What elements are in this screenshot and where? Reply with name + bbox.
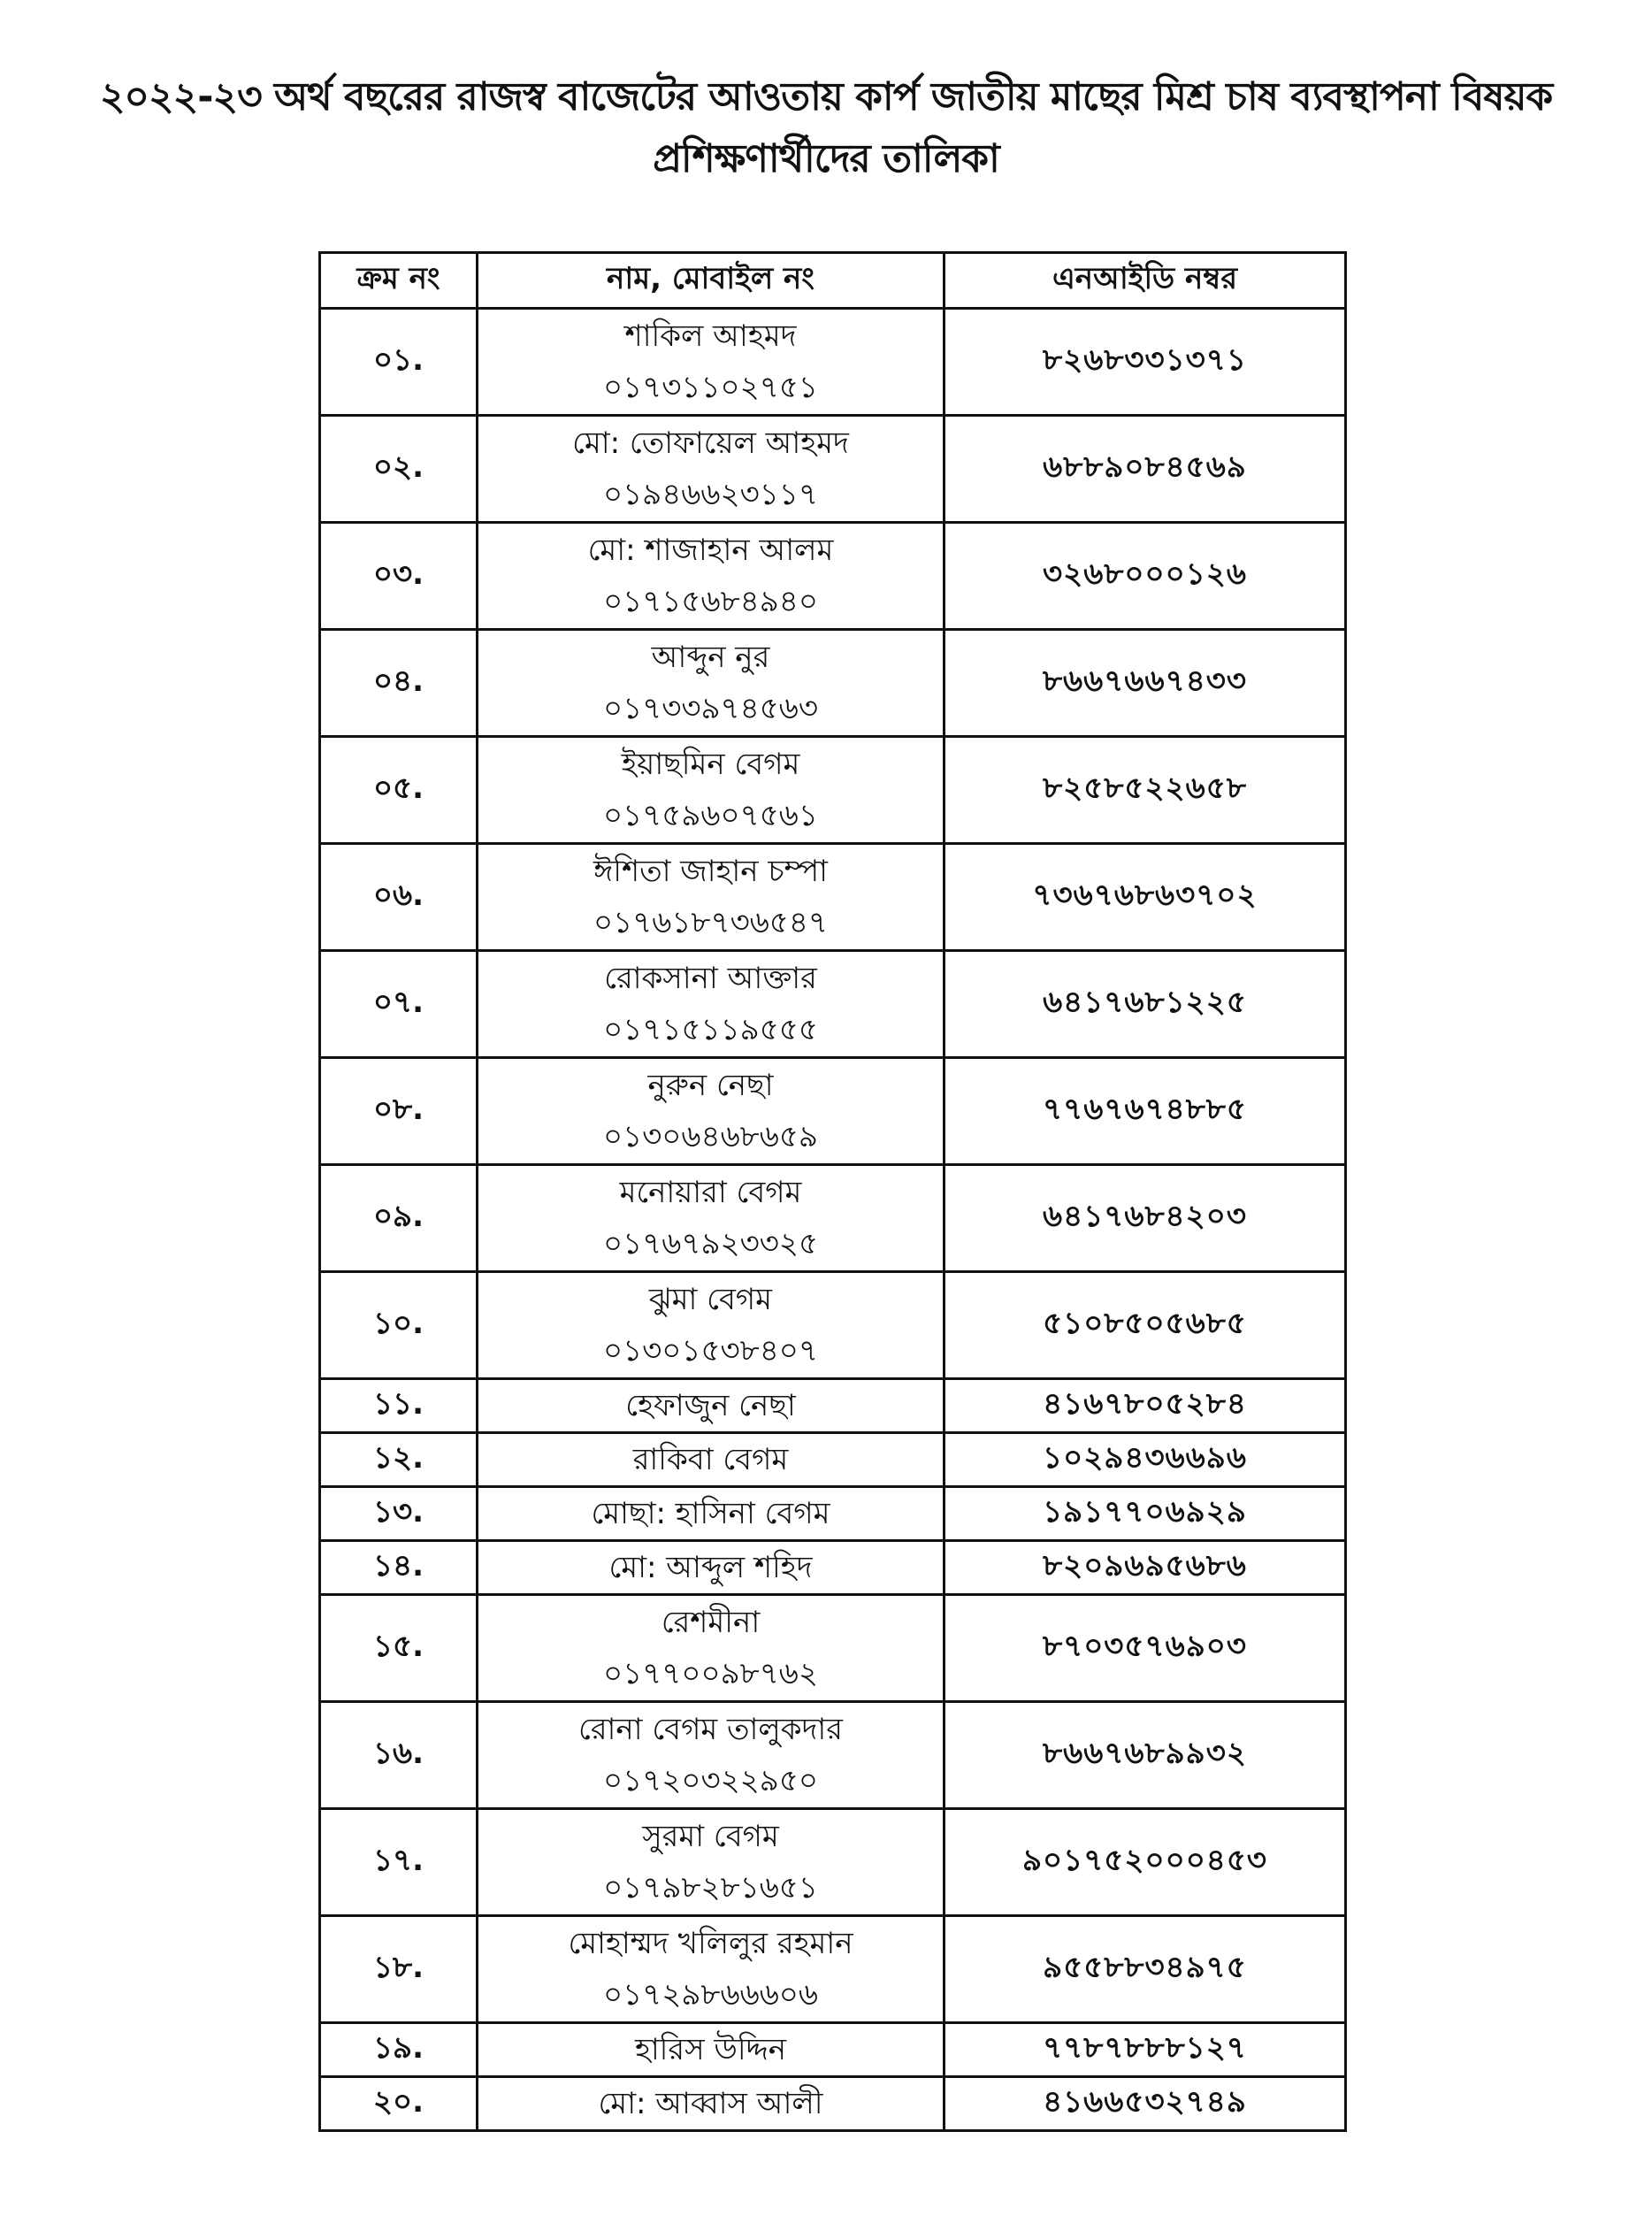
serial-cell: ১১. — [320, 1379, 478, 1433]
name-mobile-cell — [478, 2077, 945, 2131]
nid-cell: ৮৬৬৭৬৬৭৪৩৩ — [945, 630, 1346, 737]
trainee-name: মোহাম্মদ খলিলুর রহমান — [568, 1926, 853, 1961]
name-mobile-cell — [478, 1541, 945, 1595]
name-mobile-cell — [478, 1702, 945, 1809]
table-body — [320, 309, 1346, 2131]
trainee-name: নুরুন নেছা — [647, 1068, 774, 1103]
name-mobile-cell — [478, 1595, 945, 1702]
header-serial: ক্রম নং — [320, 253, 478, 309]
mobile-number: ০১৭২৯৮৬৬৬০৬ — [602, 1977, 819, 2013]
trainee-name: শাকিল আহমদ — [624, 318, 797, 354]
serial-cell: ০৯. — [320, 1165, 478, 1272]
nid-cell: ৮২৬৮৩৩১৩৭১ — [945, 309, 1346, 416]
serial-cell: ১৮. — [320, 1916, 478, 2023]
nid-cell: ৪১৬৬৫৩২৭৪৯ — [945, 2077, 1346, 2131]
nid-cell: ৭৭৮৭৮৮৮১২৭ — [945, 2023, 1346, 2077]
trainee-name: মোছা: হাসিনা বেগম — [591, 1496, 830, 1531]
table-row — [320, 2023, 1346, 2077]
nid-cell: ৮৬৬৭৬৮৯৯৩২ — [945, 1702, 1346, 1809]
trainee-table — [318, 251, 1347, 2132]
trainee-name: মো: তোফায়েল আহমদ — [572, 426, 849, 461]
name-mobile-cell — [478, 1165, 945, 1272]
trainee-name: রোকসানা আক্তার — [604, 961, 817, 996]
serial-cell: ০৫. — [320, 737, 478, 844]
serial-cell: ১৯. — [320, 2023, 478, 2077]
nid-cell: ৮২০৯৬৯৫৬৮৬ — [945, 1541, 1346, 1595]
table-row — [320, 1595, 1346, 1702]
nid-cell: ৮৭০৩৫৭৬৯০৩ — [945, 1595, 1346, 1702]
nid-cell: ৬৮৮৯০৮৪৫৬৯ — [945, 416, 1346, 523]
trainee-name: রাকিবা বেগম — [632, 1442, 789, 1477]
trainee-name: মো: আব্দুল শহিদ — [608, 1550, 813, 1585]
title-line-2: প্রশিক্ষণার্থীদের তালিকা — [653, 136, 999, 181]
table-row — [320, 951, 1346, 1058]
serial-cell: ০১. — [320, 309, 478, 416]
mobile-number: ০১৩০৬৪৬৮৬৫৯ — [603, 1119, 818, 1154]
title-line-1: ২০২২-২৩ অর্থ বছরের রাজস্ব বাজেটের আওতায় কার্প জাতীয় মাছের মিশ্র চাষ ব্যবস্থাপনা বিষয়ক — [99, 74, 1553, 119]
mobile-number: ০১৭৬৭৯২৩৩২৫ — [602, 1226, 819, 1261]
name-mobile-cell — [478, 1379, 945, 1433]
serial-cell: ২০. — [320, 2077, 478, 2131]
mobile-number: ০১৭১৫৬৮৪৯৪০ — [603, 584, 818, 619]
serial-cell: ১০. — [320, 1272, 478, 1379]
table-row — [320, 1916, 1346, 2023]
table-row — [320, 1433, 1346, 1487]
serial-cell: ১৭. — [320, 1809, 478, 1916]
trainee-name: মো: শাজাহান আলম — [587, 533, 834, 568]
name-mobile-cell — [478, 416, 945, 523]
table-row — [320, 2077, 1346, 2131]
table-row — [320, 1487, 1346, 1541]
trainee-name: ঈশিতা জাহান চম্পা — [593, 854, 828, 889]
mobile-number: ০১৭২০৩২২৯৫০ — [602, 1763, 819, 1798]
trainee-name: হারিস উদ্দিন — [634, 2032, 787, 2067]
nid-cell: ৯০১৭৫২০০০৪৫৩ — [945, 1809, 1346, 1916]
serial-cell: ০২. — [320, 416, 478, 523]
table-row — [320, 1058, 1346, 1165]
mobile-number: ০১৭৩১১০২৭৫১ — [603, 370, 818, 405]
nid-cell: ৮২৫৮৫২২৬৫৮ — [945, 737, 1346, 844]
table-row — [320, 1702, 1346, 1809]
name-mobile-cell — [478, 1916, 945, 2023]
mobile-number: ০১৩০১৫৩৮৪০৭ — [603, 1333, 818, 1369]
table-row — [320, 844, 1346, 951]
table-row — [320, 1541, 1346, 1595]
name-mobile-cell — [478, 309, 945, 416]
serial-cell: ০৩. — [320, 523, 478, 630]
nid-cell: ৪১৬৭৮০৫২৮৪ — [945, 1379, 1346, 1433]
nid-cell: ৫১০৮৫০৫৬৮৫ — [945, 1272, 1346, 1379]
name-mobile-cell — [478, 737, 945, 844]
trainee-name: রেশমীনা — [661, 1605, 761, 1640]
name-mobile-cell — [478, 1487, 945, 1541]
name-mobile-cell — [478, 1058, 945, 1165]
document-title — [0, 69, 1652, 188]
mobile-number: ০১৭৭০০৯৮৭৬২ — [602, 1656, 819, 1691]
mobile-number: ০১৭১৫১১৯৫৫৫ — [603, 1012, 818, 1047]
nid-cell: ১৯১৭৭০৬৯২৯ — [945, 1487, 1346, 1541]
table-row — [320, 630, 1346, 737]
table-row — [320, 416, 1346, 523]
serial-cell: ১২. — [320, 1433, 478, 1487]
nid-cell: ৭৩৬৭৬৮৬৩৭০২ — [945, 844, 1346, 951]
table-row — [320, 1379, 1346, 1433]
nid-cell: ৬৪১৭৬৮১২২৫ — [945, 951, 1346, 1058]
serial-cell: ১৩. — [320, 1487, 478, 1541]
name-mobile-cell — [478, 2023, 945, 2077]
name-mobile-cell — [478, 1433, 945, 1487]
trainee-name: ঝুমা বেগম — [648, 1282, 773, 1317]
trainee-name: মো: আব্বাস আলী — [598, 2086, 823, 2121]
trainee-name: ইয়াছমিন বেগম — [621, 747, 800, 782]
name-mobile-cell — [478, 1272, 945, 1379]
serial-cell: ০৭. — [320, 951, 478, 1058]
name-mobile-cell — [478, 844, 945, 951]
table-row — [320, 1272, 1346, 1379]
serial-cell: ০৪. — [320, 630, 478, 737]
serial-cell: ১৪. — [320, 1541, 478, 1595]
header-name-mobile: নাম, মোবাইল নং — [478, 253, 945, 309]
table-row — [320, 1809, 1346, 1916]
serial-cell: ১৫. — [320, 1595, 478, 1702]
name-mobile-cell — [478, 523, 945, 630]
table-row — [320, 523, 1346, 630]
mobile-number: ০১৯৪৬৬২৩১১৭ — [603, 477, 818, 512]
mobile-number: ০১৭৬১৮৭৩৬৫৪৭ — [593, 905, 829, 940]
nid-cell: ১০২৯৪৩৬৬৯৬ — [945, 1433, 1346, 1487]
nid-cell: ৯৫৫৮৮৩৪৯৭৫ — [945, 1916, 1346, 2023]
trainee-name: আব্দুন নুর — [651, 640, 770, 675]
serial-cell: ০৮. — [320, 1058, 478, 1165]
trainee-name: সুরমা বেগম — [642, 1819, 779, 1854]
header-nid: এনআইডি নম্বর — [945, 253, 1346, 309]
mobile-number: ০১৭৯৮২৮১৬৫১ — [603, 1870, 818, 1905]
trainee-name: রোনা বেগম তালুকদার — [578, 1712, 843, 1747]
table-row — [320, 1165, 1346, 1272]
serial-cell: ০৬. — [320, 844, 478, 951]
table-row — [320, 737, 1346, 844]
mobile-number: ০১৭৫৯৬০৭৫৬১ — [603, 798, 818, 833]
name-mobile-cell — [478, 1809, 945, 1916]
nid-cell: ৩২৬৮০০০১২৬ — [945, 523, 1346, 630]
trainee-name: মনোয়ারা বেগম — [619, 1175, 802, 1210]
table-row — [320, 309, 1346, 416]
name-mobile-cell — [478, 951, 945, 1058]
trainee-name: হেফাজুন নেছা — [625, 1388, 796, 1423]
mobile-number: ০১৭৩৩৯৭৪৫৬৩ — [603, 691, 818, 726]
nid-cell: ৬৪১৭৬৮৪২০৩ — [945, 1165, 1346, 1272]
nid-cell: ৭৭৬৭৬৭৪৮৮৫ — [945, 1058, 1346, 1165]
name-mobile-cell — [478, 630, 945, 737]
serial-cell: ১৬. — [320, 1702, 478, 1809]
table-header-row — [320, 253, 1346, 309]
